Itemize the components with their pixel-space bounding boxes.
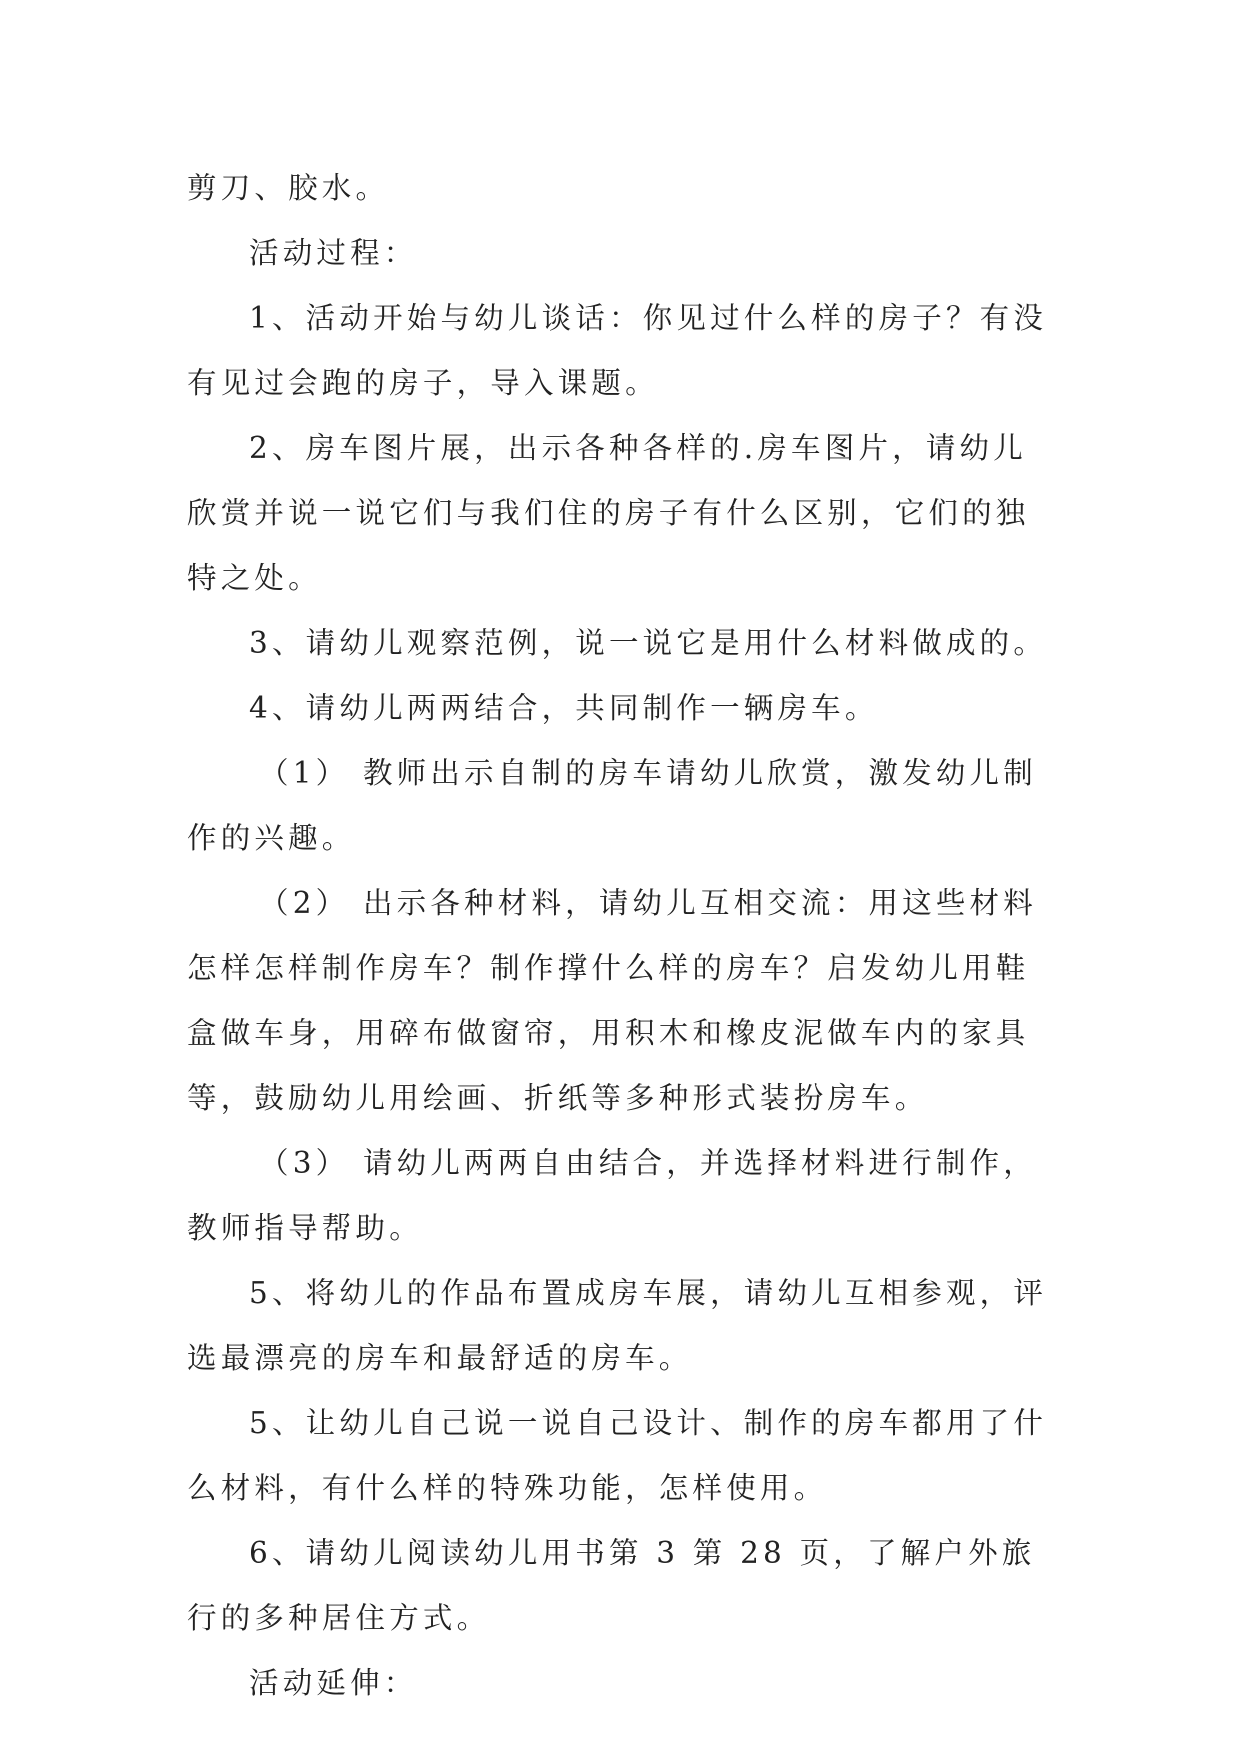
step-6: 6、请幼儿阅读幼儿用书第 3 第 28 页，了解户外旅行的多种居住方式。 [187,1536,1036,1635]
section-heading-extension: 活动延伸： [249,1666,418,1700]
document-body [187,156,1053,1716]
substep-2: （2） 出示各种材料，请幼儿互相交流：用这些材料怎样怎样制作房车？制作撑什么样的房车？启发幼儿用鞋盒做车身，用碎布做窗帘，用积木和橡皮泥做车内的家具等，鼓励幼儿用绘画、折纸等多种形式装扮房车。 [187,886,1037,1115]
step-3: 3、请幼儿观察范例，说一说它是用什么材料做成的。 [249,626,1048,660]
step-1: 1、活动开始与幼儿谈话：你见过什么样的房子？有没有见过会跑的房子，导入课题。 [187,301,1048,400]
step-4: 4、请幼儿两两结合，共同制作一辆房车。 [249,691,879,725]
section-heading-process: 活动过程： [249,236,418,270]
step-5b: 5、让幼儿自己说一说自己设计、制作的房车都用了什么材料，有什么样的特殊功能，怎样使用。 [187,1406,1048,1505]
substep-1: （1） 教师出示自制的房车请幼儿欣赏，激发幼儿制作的兴趣。 [187,756,1037,855]
step-5a: 5、将幼儿的作品布置成房车展，请幼儿互相参观，评选最漂亮的房车和最舒适的房车。 [187,1276,1048,1375]
step-2: 2、房车图片展，出示各种各样的.房车图片，请幼儿欣赏并说一说它们与我们住的房子有什么区别，它们的独特之处。 [187,431,1030,595]
substep-3: （3） 请幼儿两两自由结合，并选择材料进行制作，教师指导帮助。 [187,1146,1037,1245]
materials-line: 剪刀、胶水。 [187,171,390,205]
